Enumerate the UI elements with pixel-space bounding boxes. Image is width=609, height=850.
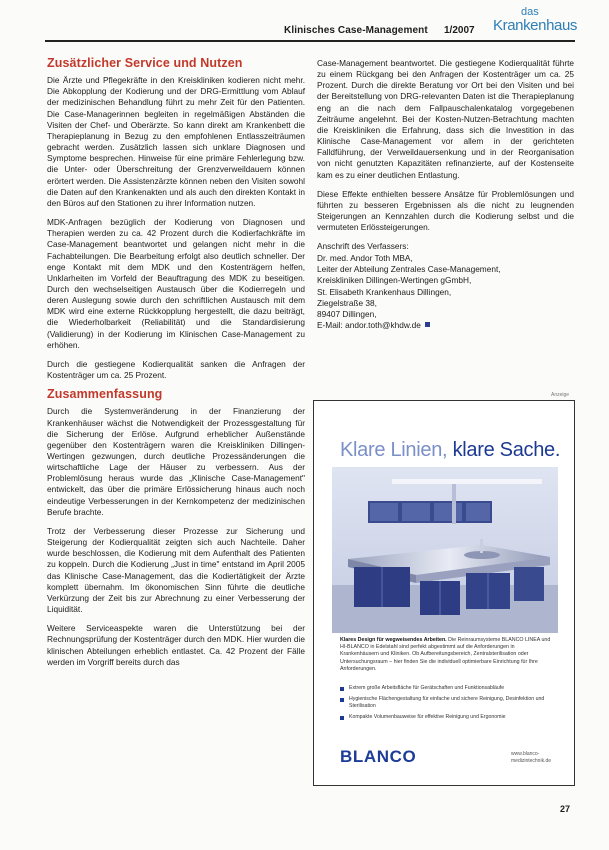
ad-description-headline: Klares Design für wegweisendes Arbeiten. (340, 637, 447, 643)
paragraph: Case-Management beantwortet. Die gestiegene Kodierqualität führte zu einem Rückgang bei den Anfragen der Kostenträger um ca. 25 Prozent. Durch die direkte Beratung vor Ort bei den Visiten und bei der Bereitstellung von DRG-relevanten Daten ist die Therapieplanung eng an die nach dem Fallpauschalenkatalog vorgegebenen Zeiträume angelehnt. Bei der Kosten-Nutzen-Betrachtung machten die Kreiskliniken die Erfahrung, dass sich die Investition in das Klinische Case-Management vor allem in der gerichteten Falldführung, der Verweildauersenkung und in der Reorganisation von nicht genutzten Kapazitäten refinanzierte, auf der Kostenseite kam es zu einer deutlichen Entlastung. (317, 58, 574, 180)
end-of-article-mark (425, 322, 430, 327)
journal-section-title: Klinisches Case-Management (284, 25, 428, 36)
left-column (47, 58, 305, 676)
ad-tagline-bold: klare Sache. (452, 439, 561, 461)
krankenhaus-logo (493, 6, 575, 38)
ad-tagline (340, 439, 560, 462)
paragraph: Durch die Systemveränderung in der Finanzierung der Krankenhäuser wächst die Notwendigkeit der Prozessgestaltung für die Sicherung der Erlöse. Aufgrund erheblicher Außenstände gegenüber den Kostenträgern waren die Kreiskliniken Dillingen-Wertingen gezwungen, durch deutliche Prozessänderungen die wirtschaftliche Lage der Häuser zu verbessern. Aus der Problemlösung heraus wurde das „Klinische Case-Management" entwickelt, das über die primäre Erlössicherung hinaus auch noch eindeutige Verbesserungen in der Kernkompetenz der medizinischen Berufe brachte. (47, 406, 305, 517)
ad-feature-list (340, 685, 552, 725)
blanco-brand-logo: BLANCO (340, 747, 417, 766)
logo-das: das (521, 6, 539, 18)
ad-description-text: Die Reinraumsysteme BLANCO LINEA und HI-BLANCO in Edelstahl sind perfekt abgestimmt auf die Anforderungen in Krankenhäusern und Kliniken. Ob Aufbereitungsbereich, Zentralsterilisation oder Untersuchungsraum – hier finden Sie die individuell optimierbare Einrichtung für Ihre Anforderungen. (340, 637, 551, 672)
paragraph: Diese Effekte enthielten bessere Ansätze für Problemlösungen und führten zu besseren Ergebnissen als die nicht zu leugnenden Steigerungen an Kennzahlen durch die Kodierung selbst und die vermuteten Erlössteigerungen. (317, 188, 574, 233)
address-title: Anschrift des Verfassers: (317, 241, 409, 252)
section-heading-summary: Zusammenfassung (47, 387, 163, 402)
address-line: 89407 Dillingen, (317, 309, 377, 320)
author-address (317, 241, 574, 331)
right-column (317, 58, 574, 332)
address-line: Dr. med. Andor Toth MBA, (317, 252, 413, 263)
ad-feature-item: Hygienische Flächengestaltung für einfache und sichere Reinigung, Desinfektion und Sterilisation (340, 696, 552, 710)
blanco-advertisement[interactable] (313, 400, 575, 786)
paragraph: Trotz der Verbesserung dieser Prozesse zur Sicherung und Steigerung der Kodierqualität zeigten sich auch Nachteile. Daher wurde beschlossen, die Kodierung mit dem Aufenthalt des Patienten zu koppeln. Durch die Kodierung „Just in time" entstand im April 2005 das Klinische Case-Management, das die Kodiertätigkeit der Ärzte komplett übernahm. Im ökonomischen Sinn führte die deutliche Verkürzung der Zeit bis zur Abrechnung zu einer Verbesserung der Liquidität. (47, 525, 305, 615)
ad-url-line: www.blanco- (511, 751, 540, 757)
logo-name: Krankenhaus (493, 17, 577, 34)
address-email[interactable]: E-Mail: andor.toth@khdw.de (317, 320, 421, 331)
ad-description (340, 637, 552, 673)
address-line: St. Elisabeth Krankenhaus Dillingen, (317, 286, 452, 297)
ad-website[interactable] (511, 751, 551, 764)
issue-number: 1/2007 (444, 25, 475, 36)
ad-feature-item: Kompakte Volumenbauweise für effektive Reinigung und Ergonomie (340, 714, 552, 721)
page-number: 27 (560, 804, 571, 814)
address-line: Kreiskliniken Dillingen-Wertingen gGmbH, (317, 275, 472, 286)
address-line: Ziegelstraße 38, (317, 297, 377, 308)
cleanroom-workstation-photo (332, 467, 558, 633)
page-header (0, 0, 609, 40)
ad-feature-item: Extrem große Arbeitsfläche für Gerätschaften und Funktionsabläufe (340, 685, 552, 692)
paragraph: MDK-Anfragen bezüglich der Kodierung von Diagnosen und Therapien werden zu ca. 42 Prozent durch die Kodierfachkräfte im Case-Management beantwortet und gelangen nicht mehr in die Fachabteilungen. Die Bearbeitung erfolgt also deutlich schneller. Der enge Kontakt mit dem MDK und den Kostenträgern helfen, Unklarheiten im Vorfeld der Beauftragung des MDK zu beseitigen. Durch den wechselseitigen Austausch über die Kodierregeln und deren Auslegung sowie durch den schriftlichen Austausch mit dem MDK wird eine externe Rückkopplung hergestellt, die dazu beiträgt, die Wiederholbarkeit (Reliabilität) und die Standardisierung (Validierung) in der Kodierung im Klinischen Case-Management zu erhöhen. (47, 217, 305, 350)
paragraph: Weitere Serviceaspekte waren die Unterstützung bei der Rechnungsprüfung der Kostenträger durch den MDK. Hier wurden die klinischen Abteilungen erheblich entlastet. Ca. 42 Prozent der Fälle werden im Vorgriff bereits durch das (47, 623, 305, 667)
paragraph: Die Ärzte und Pflegekräfte in den Kreiskliniken kodieren nicht mehr. Die Abkopplung der Kodierung und der DRG-Ermittlung vom Ablauf der medizinischen Behandlung führt zu mehr Zeit für den Patienten. Die Case-Managerinnen begleiten in regelmäßigen Abständen die Visiten der Chef- und Oberärzte. So kann direkt am Krankenbett die Therapieplanung in Bezug zu den empfohlenen Entlasszeiträumen gebracht werden. Zusätzlich lassen sich unklare Diagnosen und Symptome besprechen. Hinweise für eine primäre Fehlerlegung bzw. die Unter- oder Überschreitung der Grenzverweildauern können erörtert werden. Die Assistenzärzte können neben den Visiten sowohl die Daten auf den Krankenakten und als auch den direkten Kontakt in den Büros auf den Stationen zu ihrer Information nutzen. (47, 75, 305, 208)
section-heading-service: Zusätzlicher Service und Nutzen (47, 56, 243, 70)
ad-label: Anzeige (551, 392, 570, 398)
header-rule (45, 40, 575, 42)
paragraph: Durch die gestiegene Kodierqualität sanken die Anfragen der Kostenträger um ca. 25 Prozent. (47, 358, 305, 381)
ad-tagline-light: Klare Linien, (340, 439, 448, 461)
ad-url-line: medizintechnik.de (511, 757, 552, 764)
address-line: Leiter der Abteilung Zentrales Case-Management, (317, 263, 501, 274)
